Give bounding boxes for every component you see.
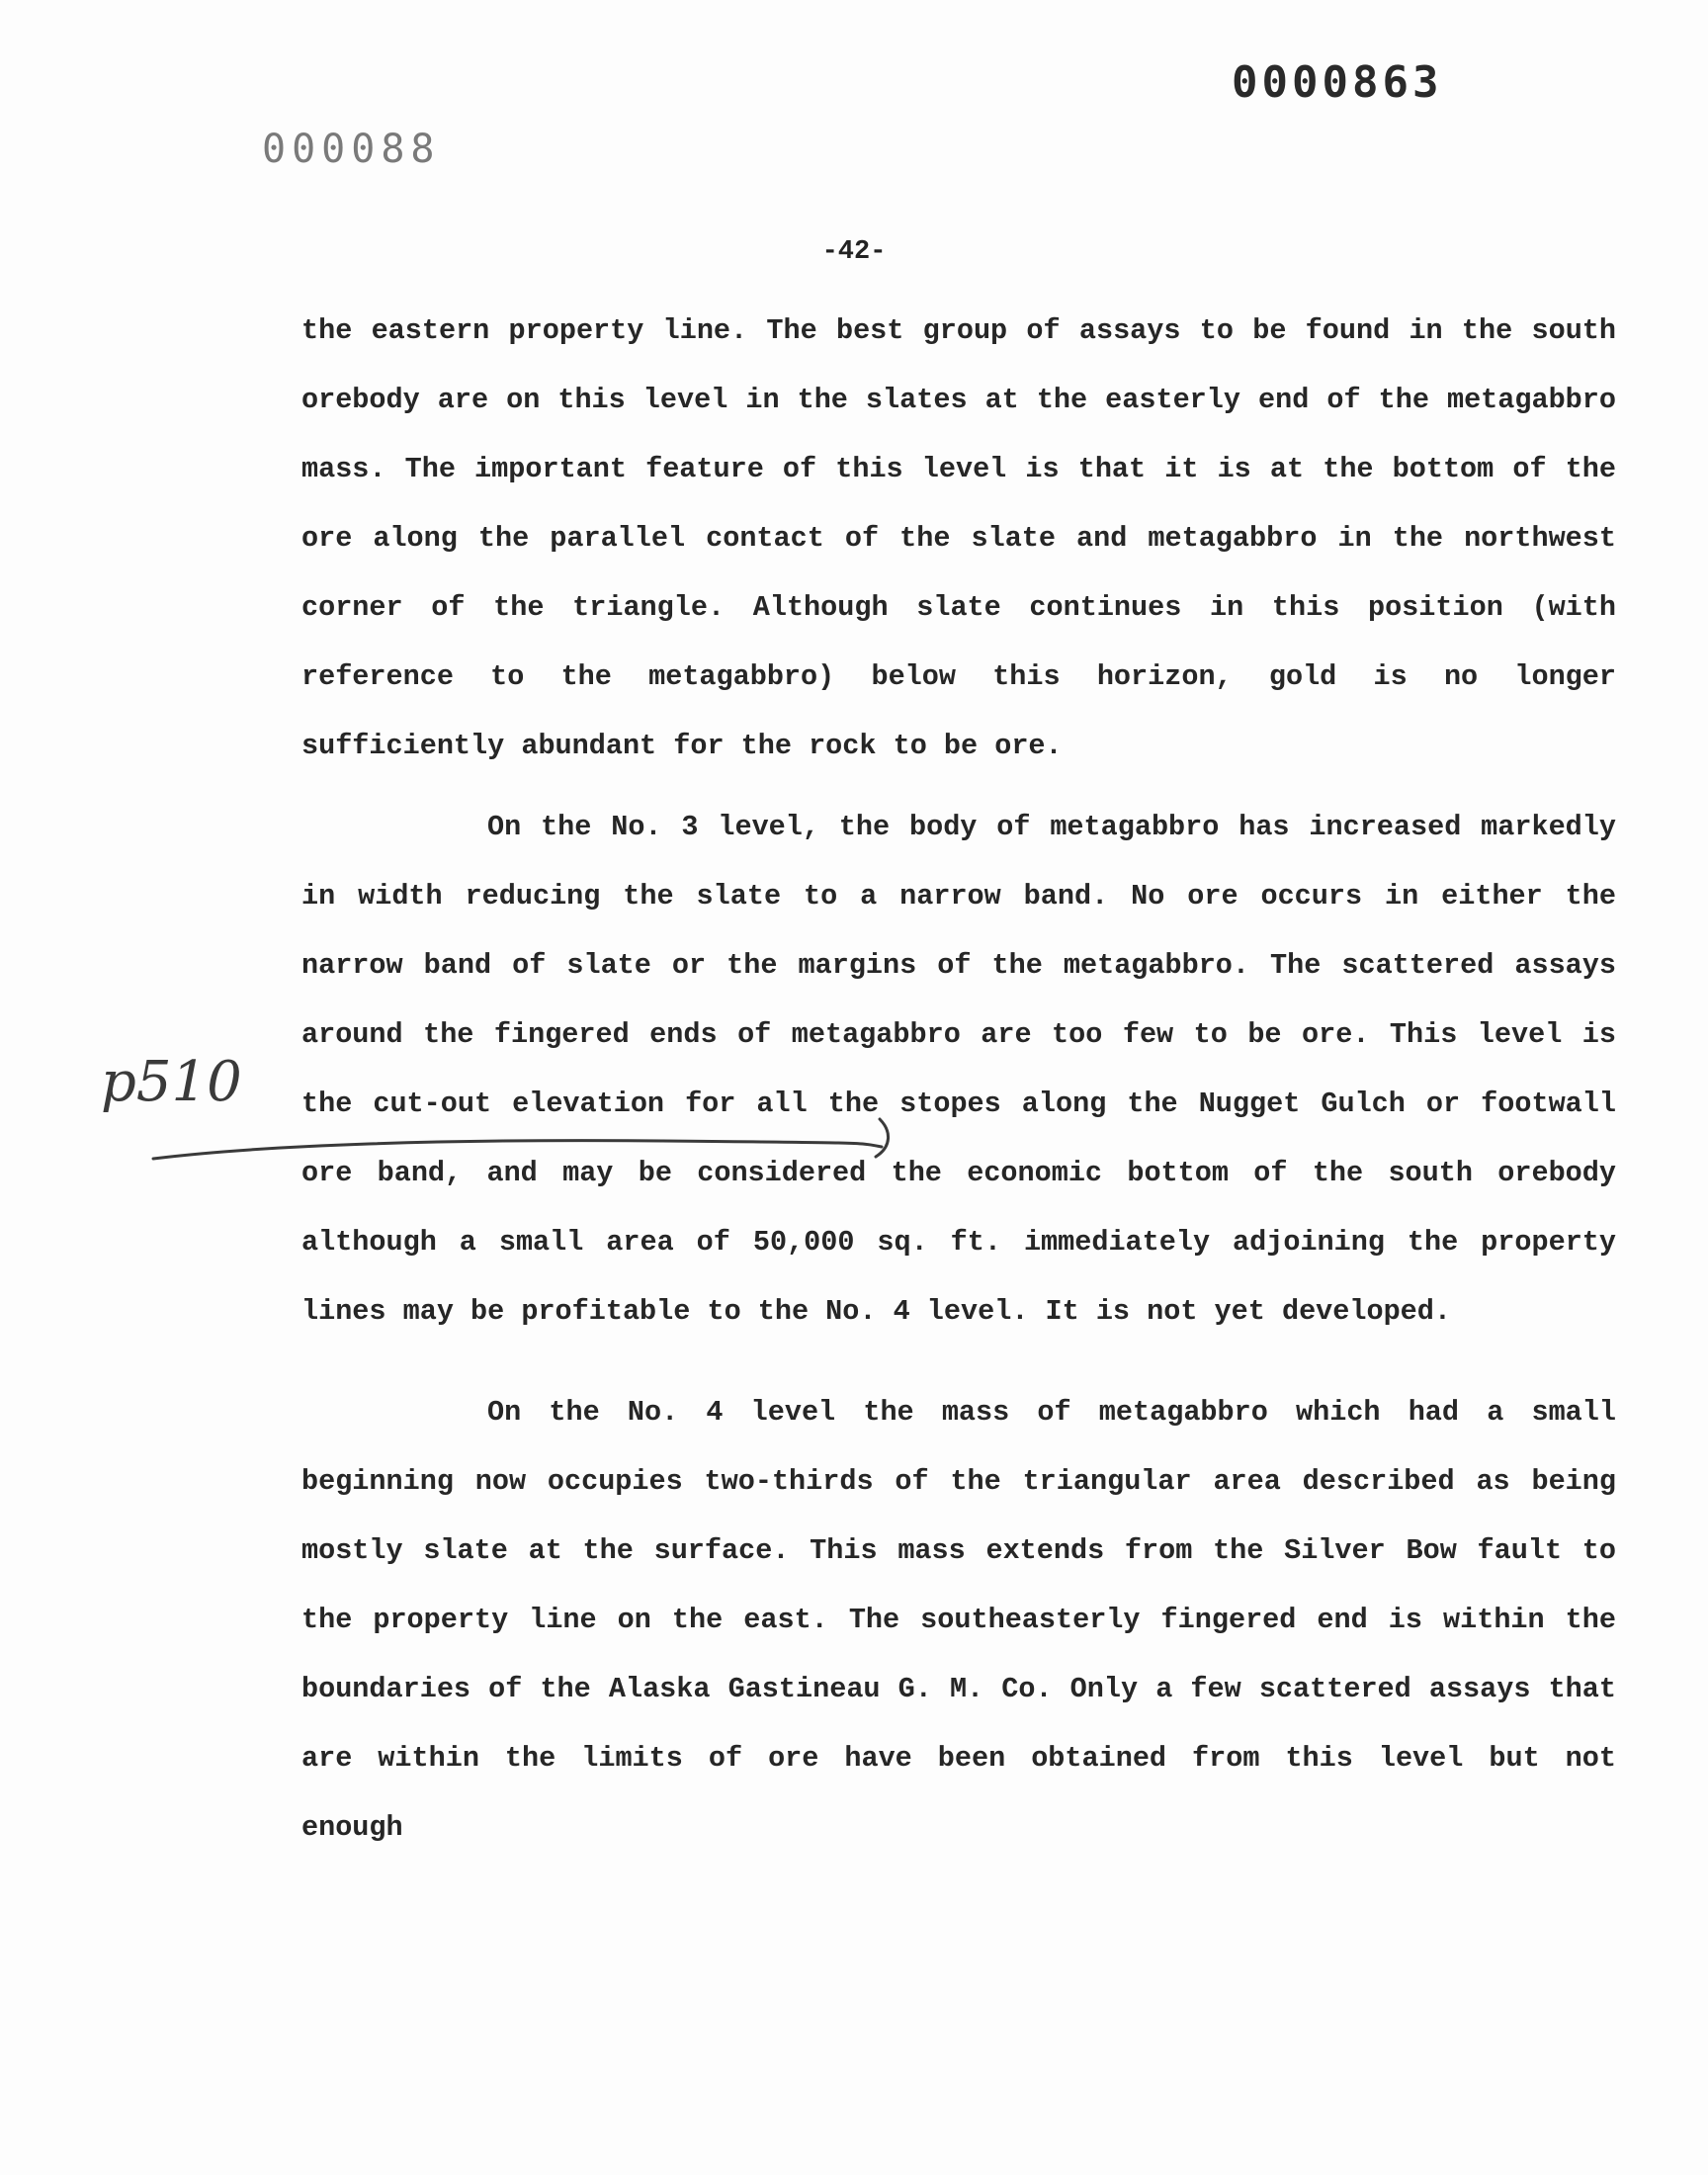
faded-number-stamp: 000088 <box>262 127 441 172</box>
paragraph-2: On the No. 3 level, the body of metagabbro has increased markedly in width reducing the slate to a narrow band. No ore occurs in either the narrow band of slate or the margins of the metagabbro. The scattered assays around the fingered ends of metagabbro are too few to be ore. This level is the cut-out elevation for all the stopes along the Nugget Gulch or footwall ore band, and may be considered the economic bottom of the south orebody although a small area of 50,000 sq. ft. immediately adjoining the property lines may be profitable to the No. 4 level. It is not yet developed. <box>301 811 1616 1328</box>
paragraph-1: the eastern property line. The best group of assays to be found in the south orebody are on this level in the slates at the easterly end of the metagabbro mass. The important feature of this level is that it is at the bottom of the ore along the parallel contact of the slate and metagabbro in the northwest corner of the triangle. Although slate continues in this position (with reference to the metagabbro) below this horizon, gold is no longer sufficiently abundant for the rock to be ore. <box>301 314 1616 762</box>
document-number-stamp: 0000863 <box>1232 57 1443 108</box>
handwritten-margin-note: p510 <box>101 1050 242 1114</box>
page-number: -42- <box>821 237 887 267</box>
paragraph-3: On the No. 4 level the mass of metagabbro which had a small beginning now occupies two-thirds of the triangular area described as being mostly slate at the surface. This mass extends from the Silver Bow fault to the property line on the east. The southeasterly fingered end is within the boundaries of the Alaska Gastineau G. M. Co. Only a few scattered assays that are within the limits of ore have been obtained from this level but not enough <box>301 1396 1616 1844</box>
body-text <box>301 297 1616 1863</box>
